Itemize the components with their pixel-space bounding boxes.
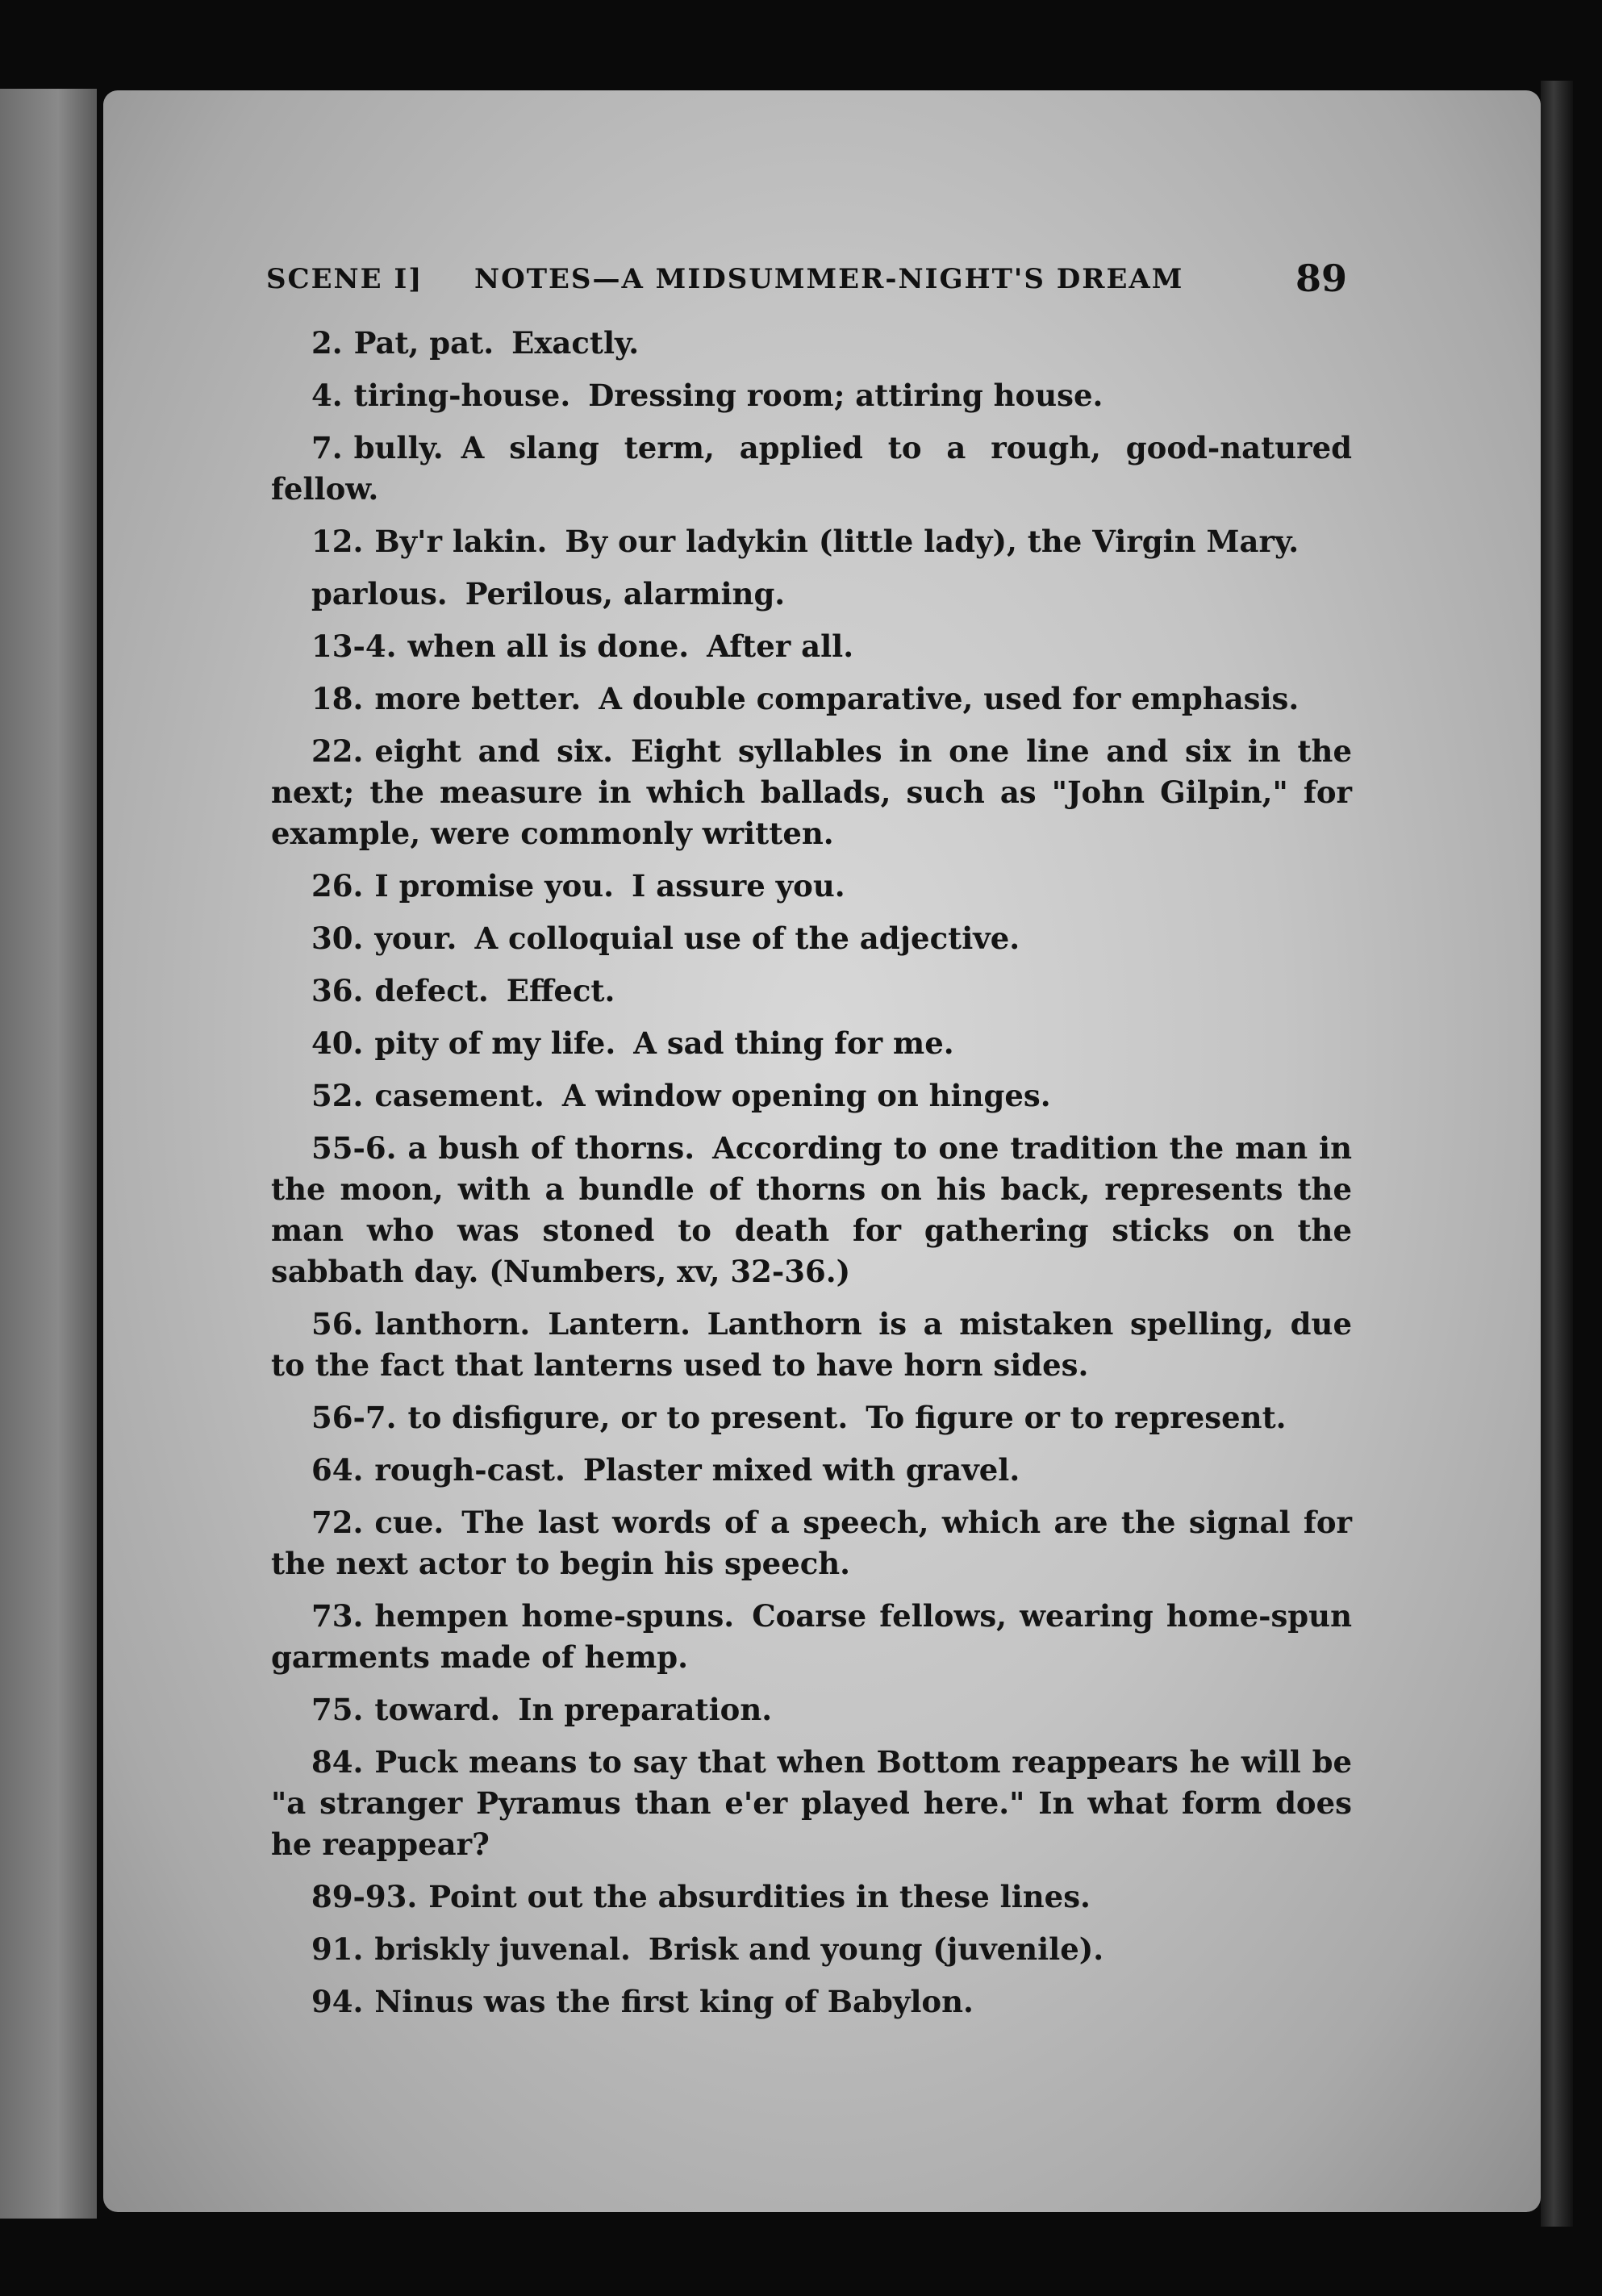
note-entry [271, 731, 1352, 854]
note-text: Dressing room; attiring house. [588, 378, 1103, 413]
note-line-number: 30. [311, 920, 364, 956]
note-term: toward. [374, 1692, 501, 1727]
note-text: A slang term, applied to a rough, good-natured fellow. [271, 430, 1352, 507]
note-term: I promise you. [374, 868, 615, 904]
note-line-number: 55-6. [311, 1130, 397, 1166]
note-text: Coarse fellows, wearing home-spun garments made of hemp. [271, 1598, 1352, 1675]
note-line-number: 7. [311, 430, 343, 465]
note-entry [271, 1502, 1352, 1584]
scene-label: SCENE I] [266, 263, 423, 295]
note-text: Point out the absurdities in these lines. [428, 1879, 1091, 1914]
note-text: Exactly. [511, 325, 640, 361]
note-term: briskly juvenal. [374, 1931, 631, 1967]
note-text: In preparation. [518, 1692, 773, 1727]
note-line-number: 12. [311, 524, 364, 559]
note-text: The last words of a speech, which are the signal for the next actor to begin his speech. [271, 1505, 1352, 1581]
note-line-number: 75. [311, 1692, 364, 1727]
running-header [266, 257, 1347, 305]
note-line-number: 91. [311, 1931, 364, 1967]
note-text: Perilous, alarming. [465, 576, 786, 612]
note-line-number: 40. [311, 1025, 364, 1061]
note-line-number: 13-4. [311, 628, 397, 664]
running-title: NOTES—A MIDSUMMER-NIGHT'S DREAM [474, 263, 1184, 295]
note-term: parlous. [311, 576, 448, 612]
note-entry [271, 1075, 1352, 1117]
note-text: Brisk and young (juvenile). [648, 1931, 1104, 1967]
note-entry [271, 1596, 1352, 1678]
note-text: A window opening on hinges. [561, 1078, 1051, 1113]
note-text: According to one tradition the man in the moon, with a bundle of thorns on his back, represents the man who was stoned to death for gathering sticks on the sabbath day. (Numbers, xv, 32-36.) [271, 1130, 1352, 1289]
note-text: Ninus was the first king of Babylon. [374, 1984, 974, 2019]
note-term: when all is done. [407, 628, 690, 664]
note-entry [271, 1742, 1352, 1865]
note-term: to disfigure, or to present. [407, 1400, 849, 1435]
note-term: hempen home-spuns. [374, 1598, 735, 1634]
note-line-number: 26. [311, 868, 364, 904]
note-line-number: 2. [311, 325, 343, 361]
note-text: I assure you. [632, 868, 845, 904]
note-entry [271, 1876, 1352, 1918]
note-entry [271, 1689, 1352, 1730]
note-line-number: 52. [311, 1078, 364, 1113]
note-term: lanthorn. [374, 1306, 531, 1342]
note-term: tiring-house. [353, 378, 571, 413]
notes-list [271, 323, 1352, 2034]
note-term: your. [374, 920, 457, 956]
note-entry [271, 626, 1352, 667]
note-text: A colloquial use of the adjective. [474, 920, 1020, 956]
note-line-number: 22. [311, 733, 364, 769]
note-line-number: 18. [311, 681, 364, 716]
note-text: A double comparative, used for emphasis. [599, 681, 1300, 716]
note-term: pity of my life. [374, 1025, 616, 1061]
note-entry [271, 323, 1352, 364]
note-line-number: 36. [311, 973, 364, 1008]
note-line-number: 94. [311, 1984, 364, 2019]
note-text: Puck means to say that when Bottom reappears he will be "a stranger Pyramus than e'er played here." In what form does he reappear? [271, 1744, 1352, 1862]
note-term: more better. [374, 681, 582, 716]
note-entry [271, 971, 1352, 1012]
note-term: Pat, pat. [353, 325, 494, 361]
page-edge-shadow [1541, 81, 1573, 2227]
note-line-number: 56-7. [311, 1400, 397, 1435]
note-entry [271, 1128, 1352, 1292]
note-entry [271, 1023, 1352, 1064]
note-term: rough-cast. [374, 1452, 565, 1488]
note-term: By'r lakin. [374, 524, 548, 559]
note-text: By our ladykin (little lady), the Virgin Mary. [565, 524, 1300, 559]
note-line-number: 4. [311, 378, 343, 413]
note-entry [271, 1397, 1352, 1438]
note-text: Lantern. Lanthorn is a mistaken spelling, due to the fact that lanterns used to have horn sides. [271, 1306, 1352, 1383]
note-entry [271, 1450, 1352, 1491]
note-entry [271, 521, 1352, 562]
note-term: bully. [353, 430, 444, 465]
note-entry [271, 428, 1352, 510]
note-line-number: 64. [311, 1452, 364, 1488]
note-entry [271, 375, 1352, 416]
note-line-number: 56. [311, 1306, 364, 1342]
note-text: To figure or to represent. [866, 1400, 1287, 1435]
note-line-number: 89-93. [311, 1879, 418, 1914]
note-term: a bush of thorns. [407, 1130, 695, 1166]
note-term: casement. [374, 1078, 544, 1113]
note-entry [271, 574, 1352, 615]
note-term: defect. [374, 973, 489, 1008]
note-text: Plaster mixed with gravel. [582, 1452, 1020, 1488]
note-term: cue. [374, 1505, 444, 1540]
note-text: Eight syllables in one line and six in the next; the measure in which ballads, such as "John Gilpin," for example, were commonly written. [271, 733, 1352, 851]
note-line-number: 84. [311, 1744, 364, 1780]
note-term: eight and six. [374, 733, 613, 769]
note-entry [271, 1981, 1352, 2023]
page-number: 89 [1295, 257, 1347, 300]
note-entry [271, 1304, 1352, 1386]
note-line-number: 73. [311, 1598, 364, 1634]
note-entry [271, 918, 1352, 959]
note-text: A sad thing for me. [633, 1025, 954, 1061]
note-entry [271, 678, 1352, 720]
note-entry [271, 866, 1352, 907]
book-binding-edge [0, 89, 97, 2219]
note-text: Effect. [506, 973, 615, 1008]
note-entry [271, 1929, 1352, 1970]
note-line-number: 72. [311, 1505, 364, 1540]
note-text: After all. [707, 628, 854, 664]
